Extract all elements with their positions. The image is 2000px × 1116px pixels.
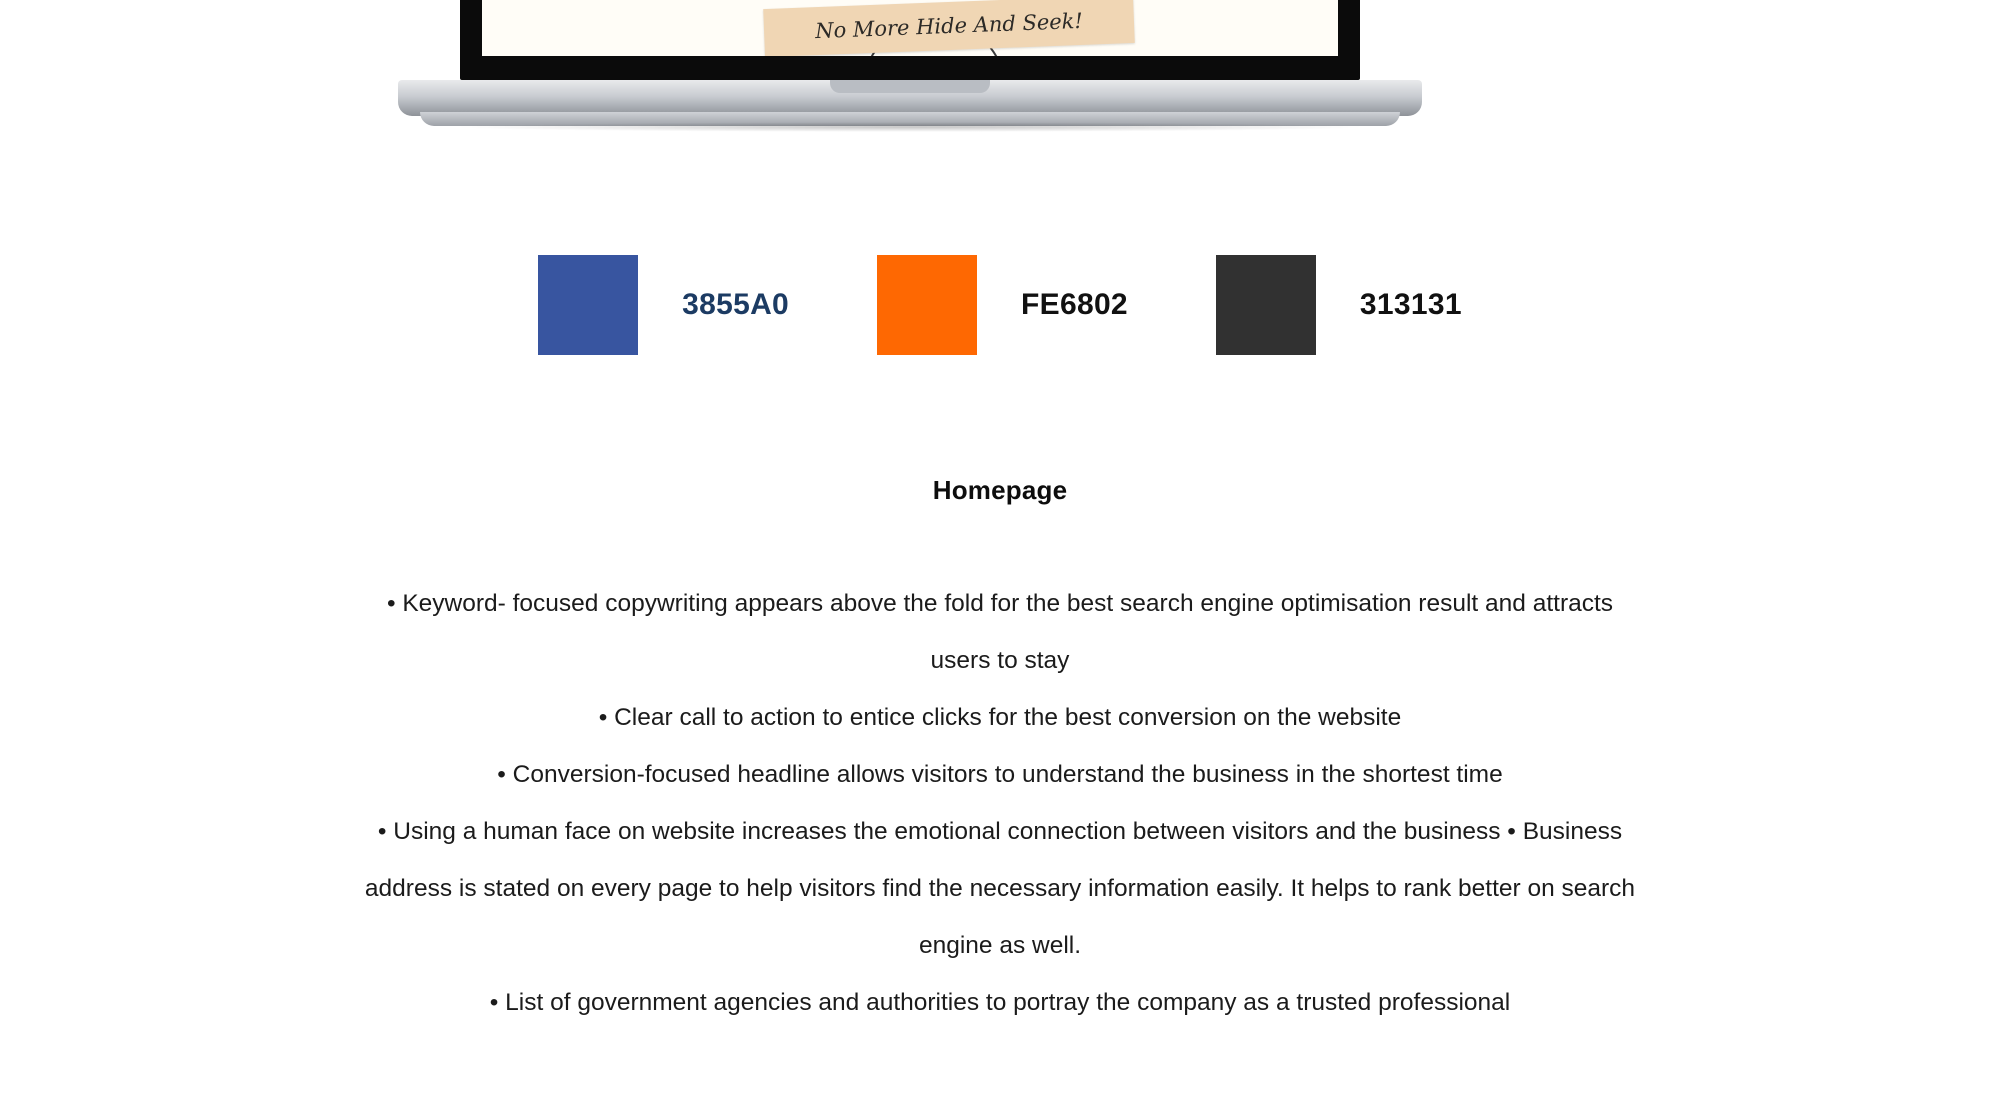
tape-note [763, 0, 1135, 56]
color-hex-label: 313131 [1359, 288, 1462, 321]
swatch-group-3 [1216, 255, 1462, 355]
laptop-notch [830, 80, 990, 93]
bullet-list [355, 575, 1645, 1031]
color-swatch [1216, 255, 1316, 355]
laptop-mockup [0, 0, 2000, 180]
laptop-base [398, 80, 1422, 116]
section-title: Homepage [932, 475, 1068, 505]
list-item: • Clear call to action to entice clicks for the best conversion on the website [598, 704, 1402, 731]
color-palette [0, 255, 2000, 355]
tape-note-text: No More Hide And Seek! [814, 8, 1084, 44]
color-swatch [538, 255, 638, 355]
swatch-group-2 [877, 255, 1128, 355]
website-screenshot [482, 0, 1338, 56]
list-item: • List of government agencies and authorities to portray the company as a trusted professional [489, 989, 1511, 1016]
laptop-shadow [450, 122, 1370, 132]
laptop-screen [482, 0, 1338, 56]
color-hex-label: FE6802 [1021, 288, 1128, 321]
list-item: • Conversion-focused headline allows visitors to understand the business in the shortest time [497, 761, 1503, 788]
laptop-bezel [460, 0, 1360, 80]
laptop-device [460, 0, 1360, 80]
list-item: • Using a human face on website increases the emotional connection between visitors and the business • Business address is stated on every page to help visitors find the necessary information easily. It helps to rank better on search engine as well. [364, 818, 1636, 959]
swatch-group-1 [538, 255, 789, 355]
list-item: • Keyword- focused copywriting appears above the fold for the best search engine optimisation result and attracts users to stay [386, 590, 1614, 674]
color-hex-label: 3855A0 [682, 288, 790, 321]
color-swatch [877, 255, 977, 355]
